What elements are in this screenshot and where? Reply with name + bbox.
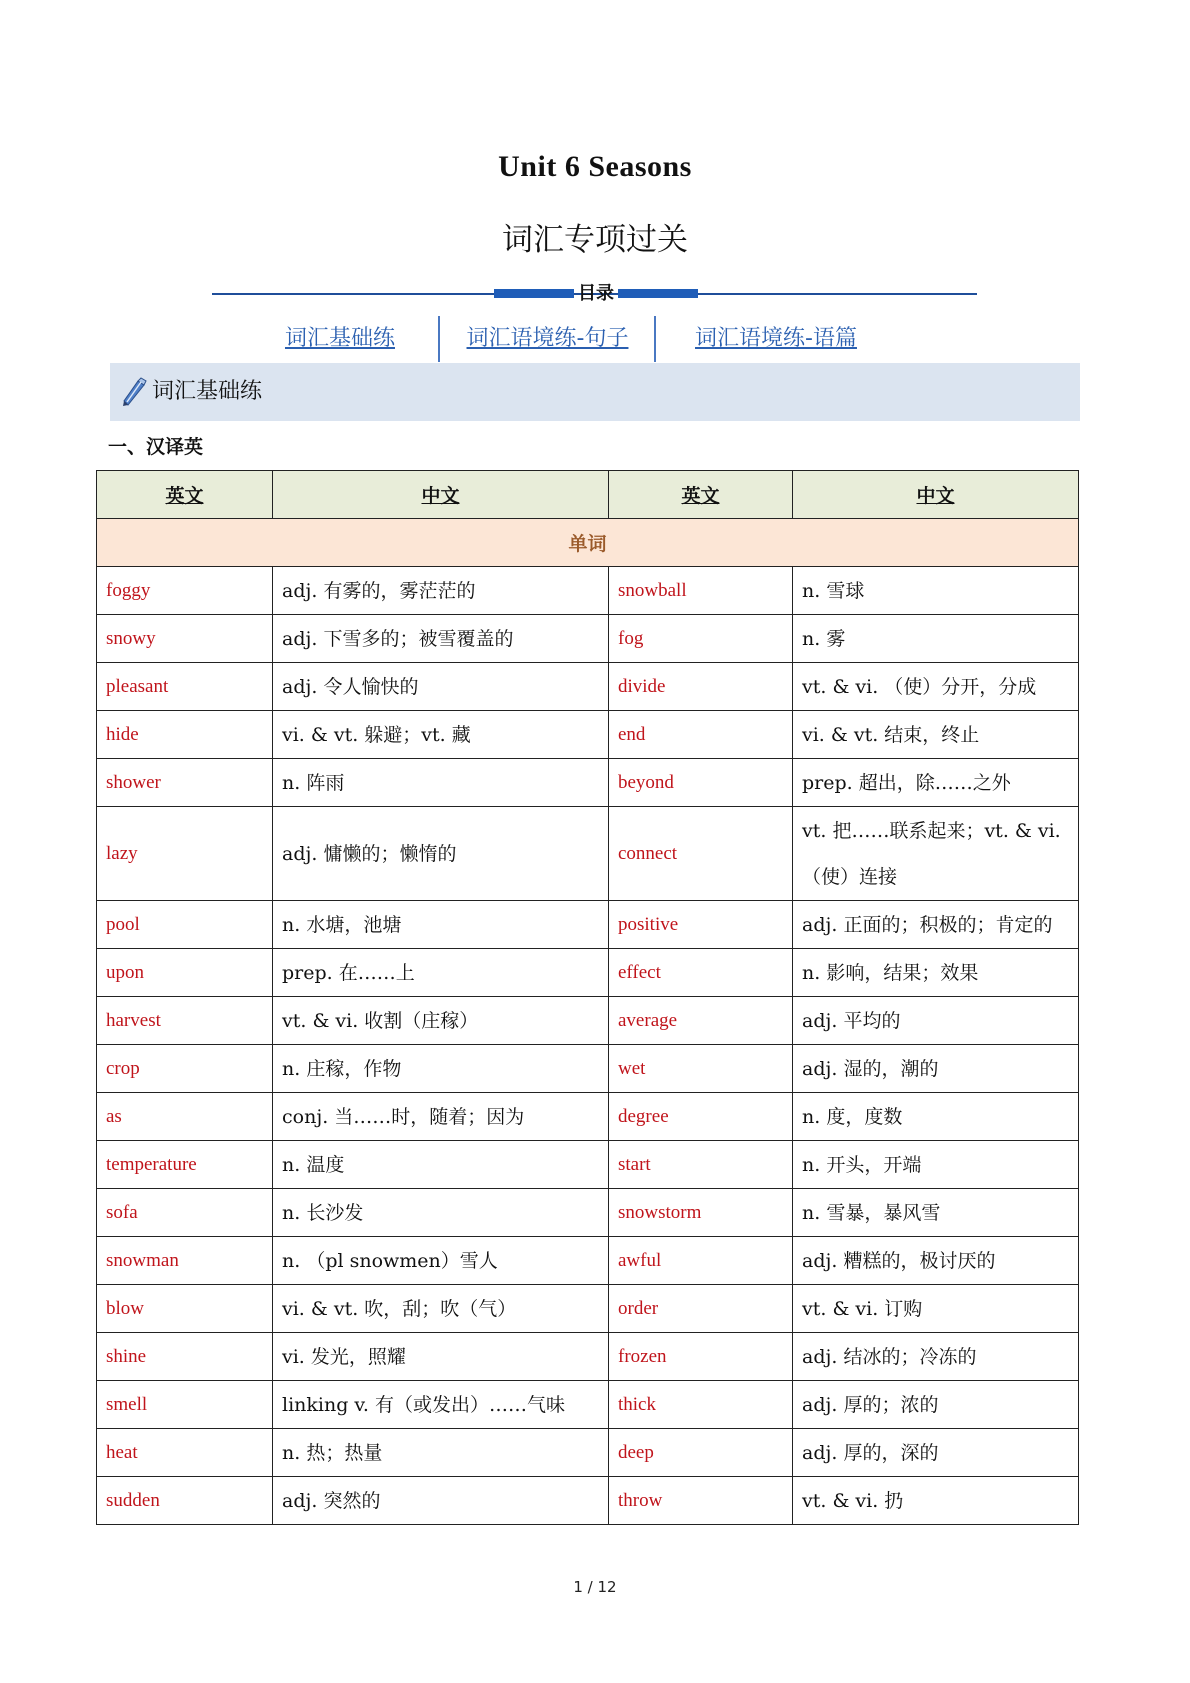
table-row [97, 1477, 1079, 1525]
english-word-cell: smell [97, 1381, 273, 1429]
chinese-meaning-cell: vi. 发光，照耀 [273, 1333, 609, 1381]
category-label: 单词 [97, 519, 1079, 567]
section-title: 词汇基础练 [152, 379, 263, 404]
english-word-cell: divide [609, 663, 793, 711]
chinese-meaning-cell: vi. & vt. 躲避；vt. 藏 [273, 711, 609, 759]
chinese-meaning-cell: prep. 在……上 [273, 949, 609, 997]
chinese-meaning-cell: adj. 下雪多的；被雪覆盖的 [273, 615, 609, 663]
chinese-meaning-cell: adj. 结冰的；冷冻的 [793, 1333, 1079, 1381]
english-word-cell: end [609, 711, 793, 759]
english-word-cell: throw [609, 1477, 793, 1525]
chinese-meaning-cell: n. 度，度数 [793, 1093, 1079, 1141]
toc-accent-right [618, 289, 698, 298]
english-word-cell: sudden [97, 1477, 273, 1525]
english-word-cell: fog [609, 615, 793, 663]
table-row [97, 759, 1079, 807]
table-row [97, 807, 1079, 901]
table-row [97, 615, 1079, 663]
chinese-meaning-cell: adj. 有雾的，雾茫茫的 [273, 567, 609, 615]
section-header [110, 363, 1080, 421]
chinese-meaning-cell: vt. & vi. 收割（庄稼） [273, 997, 609, 1045]
english-word-cell: effect [609, 949, 793, 997]
english-word-cell: harvest [97, 997, 273, 1045]
chinese-meaning-cell: n. 雪球 [793, 567, 1079, 615]
toc-link-sentence[interactable]: 词汇语境练-句子 [466, 326, 629, 351]
english-word-cell: foggy [97, 567, 273, 615]
table-row [97, 711, 1079, 759]
english-word-cell: degree [609, 1093, 793, 1141]
table-row [97, 1045, 1079, 1093]
chinese-meaning-cell: n. 水塘，池塘 [273, 901, 609, 949]
chinese-meaning-cell: adj. 糟糕的，极讨厌的 [793, 1237, 1079, 1285]
chinese-meaning-cell: adj. 厚的；浓的 [793, 1381, 1079, 1429]
chinese-meaning-cell: n. 温度 [273, 1141, 609, 1189]
table-row [97, 567, 1079, 615]
english-word-cell: awful [609, 1237, 793, 1285]
english-word-cell: order [609, 1285, 793, 1333]
table-row [97, 1285, 1079, 1333]
column-header: 英文 [609, 471, 793, 519]
english-word-cell: upon [97, 949, 273, 997]
english-word-cell: pleasant [97, 663, 273, 711]
english-word-cell: pool [97, 901, 273, 949]
english-word-cell: wet [609, 1045, 793, 1093]
english-word-cell: shine [97, 1333, 273, 1381]
chinese-meaning-cell: adj. 平均的 [793, 997, 1079, 1045]
english-word-cell: positive [609, 901, 793, 949]
chinese-meaning-cell: n. 阵雨 [273, 759, 609, 807]
english-word-cell: heat [97, 1429, 273, 1477]
toc-label: 目录 [578, 283, 614, 304]
english-word-cell: crop [97, 1045, 273, 1093]
table-row [97, 1381, 1079, 1429]
chinese-meaning-cell: vi. & vt. 吹，刮；吹（气） [273, 1285, 609, 1333]
chinese-meaning-cell: adj. 令人愉快的 [273, 663, 609, 711]
chinese-meaning-cell: linking v. 有（或发出）……气味 [273, 1381, 609, 1429]
chinese-meaning-cell: conj. 当……时，随着；因为 [273, 1093, 609, 1141]
chinese-meaning-cell: adj. 突然的 [273, 1477, 609, 1525]
chinese-meaning-cell: adj. 慵懒的；懒惰的 [273, 807, 609, 901]
english-word-cell: snowball [609, 567, 793, 615]
chinese-meaning-cell: n. 庄稼，作物 [273, 1045, 609, 1093]
english-word-cell: thick [609, 1381, 793, 1429]
chinese-meaning-cell: vt. & vi. 扔 [793, 1477, 1079, 1525]
category-row [97, 519, 1079, 567]
english-word-cell: hide [97, 711, 273, 759]
table-row [97, 663, 1079, 711]
chinese-meaning-cell: adj. 厚的，深的 [793, 1429, 1079, 1477]
table-row [97, 1093, 1079, 1141]
table-row [97, 1333, 1079, 1381]
table-header-row [97, 471, 1079, 519]
chinese-meaning-cell: n. 热；热量 [273, 1429, 609, 1477]
english-word-cell: deep [609, 1429, 793, 1477]
chinese-meaning-cell: vi. & vt. 结束，终止 [793, 711, 1079, 759]
english-word-cell: lazy [97, 807, 273, 901]
table-row [97, 949, 1079, 997]
english-word-cell: average [609, 997, 793, 1045]
sub-heading: 一、汉译英 [108, 436, 204, 458]
page-title: Unit 6 Seasons [498, 150, 692, 183]
chinese-meaning-cell: prep. 超出，除……之外 [793, 759, 1079, 807]
column-header: 中文 [793, 471, 1079, 519]
table-row [97, 1141, 1079, 1189]
english-word-cell: sofa [97, 1189, 273, 1237]
english-word-cell: frozen [609, 1333, 793, 1381]
chinese-meaning-cell: adj. 正面的；积极的；肯定的 [793, 901, 1079, 949]
chinese-meaning-cell: n. 长沙发 [273, 1189, 609, 1237]
english-word-cell: as [97, 1093, 273, 1141]
chinese-meaning-cell: n. 雾 [793, 615, 1079, 663]
toc-link-basic[interactable]: 词汇基础练 [284, 326, 395, 351]
chinese-meaning-cell: n. （pl snowmen）雪人 [273, 1237, 609, 1285]
english-word-cell: snowstorm [609, 1189, 793, 1237]
chinese-meaning-cell: vt. & vi. （使）分开，分成 [793, 663, 1079, 711]
chinese-meaning-cell: vt. 把……联系起来；vt. & vi. （使）连接 [793, 807, 1079, 901]
toc-accent-left [494, 289, 574, 298]
column-header: 中文 [273, 471, 609, 519]
toc-links [240, 316, 960, 362]
toc-divider [212, 282, 977, 306]
chinese-meaning-cell: n. 影响，结果；效果 [793, 949, 1079, 997]
page-subtitle: 词汇专项过关 [502, 222, 688, 258]
table-row [97, 997, 1079, 1045]
table-row [97, 1237, 1079, 1285]
english-word-cell: blow [97, 1285, 273, 1333]
english-word-cell: beyond [609, 759, 793, 807]
table-row [97, 1429, 1079, 1477]
english-word-cell: connect [609, 807, 793, 901]
page-number: 1 / 12 [573, 1578, 617, 1596]
english-word-cell: snowman [97, 1237, 273, 1285]
chinese-meaning-cell: n. 雪暴，暴风雪 [793, 1189, 1079, 1237]
english-word-cell: start [609, 1141, 793, 1189]
chinese-meaning-cell: n. 开头，开端 [793, 1141, 1079, 1189]
toc-link-passage[interactable]: 词汇语境练-语篇 [695, 326, 857, 351]
pencil-icon [122, 377, 148, 407]
table-row [97, 1189, 1079, 1237]
english-word-cell: temperature [97, 1141, 273, 1189]
english-word-cell: shower [97, 759, 273, 807]
vocabulary-table [96, 470, 1079, 1525]
chinese-meaning-cell: vt. & vi. 订购 [793, 1285, 1079, 1333]
column-header: 英文 [97, 471, 273, 519]
table-row [97, 901, 1079, 949]
chinese-meaning-cell: adj. 湿的，潮的 [793, 1045, 1079, 1093]
english-word-cell: snowy [97, 615, 273, 663]
